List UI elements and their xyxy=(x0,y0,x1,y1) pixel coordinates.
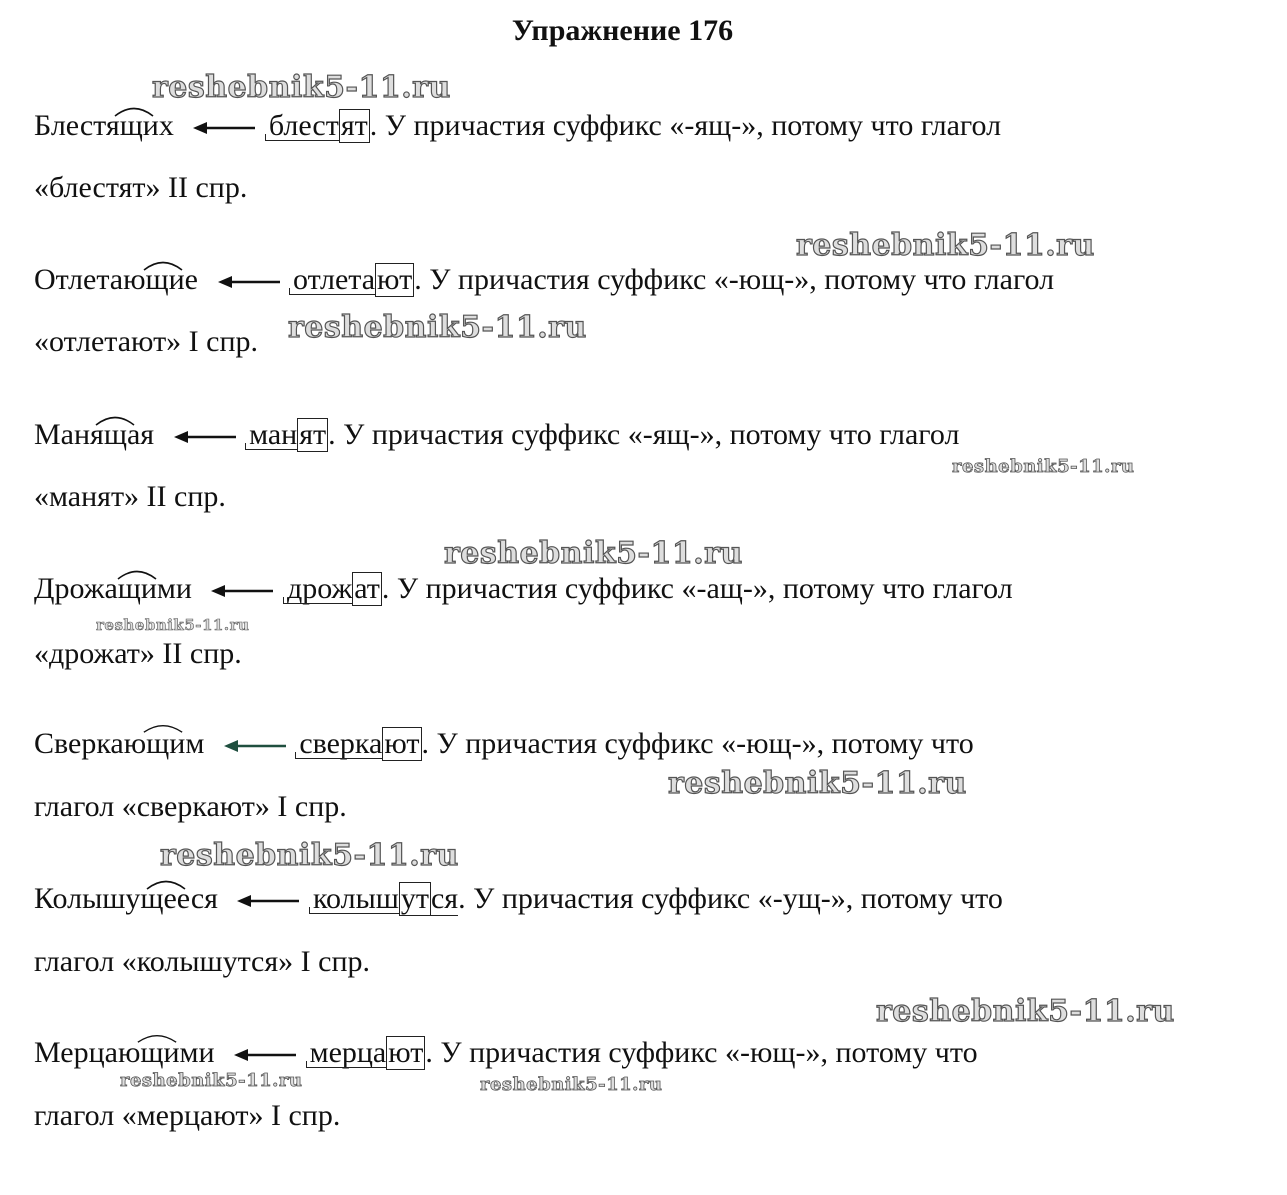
watermark: reshebnik5-11.ru xyxy=(288,310,587,345)
arrow-left-icon xyxy=(234,1048,296,1062)
explanation: . У причастия суффикс «-ащ-», потому что глагол xyxy=(381,572,1013,605)
participle: Мерцающими xyxy=(34,1036,215,1069)
verb-ending: ят xyxy=(299,418,327,451)
entry-5-line xyxy=(34,726,974,762)
verb-ending: ют xyxy=(388,1036,424,1069)
entry-5-continuation: глагол «сверкают» I спр. xyxy=(34,790,347,823)
entry-6-line xyxy=(34,881,1003,917)
verb-base: отлета xyxy=(293,263,376,296)
participle: Дрожащими xyxy=(34,572,192,605)
arrow-left-icon xyxy=(224,739,286,753)
participle: Блестящих xyxy=(34,109,174,142)
entry-1-line xyxy=(34,108,1001,144)
arrow-left-icon xyxy=(237,894,299,908)
entry-7-line xyxy=(34,1035,978,1071)
entry-2-continuation: «отлетают» I спр. xyxy=(34,325,259,358)
explanation: . У причастия суффикс «-ящ-», потому что глагол xyxy=(369,109,1002,142)
entry-3-line xyxy=(34,417,959,453)
participle: Отлетающие xyxy=(34,263,198,296)
watermark: reshebnik5-11.ru xyxy=(796,228,1095,263)
verb-base: колыш xyxy=(312,882,399,915)
verb-postfix: ся xyxy=(430,882,459,915)
entry-2-line xyxy=(34,262,1054,298)
watermark: reshebnik5-11.ru xyxy=(120,1070,303,1091)
verb-base: дрож xyxy=(286,572,353,605)
watermark: reshebnik5-11.ru xyxy=(480,1074,663,1095)
page-title: Упражнение 176 xyxy=(511,14,734,47)
explanation: . У причастия суффикс «-ющ-», потому что xyxy=(421,727,974,760)
verb-ending: ют xyxy=(377,263,413,296)
watermark: reshebnik5-11.ru xyxy=(668,766,967,801)
arrow-left-icon xyxy=(211,584,273,598)
verb-ending: ят xyxy=(340,109,368,142)
participle: Сверкающим xyxy=(34,727,205,760)
entry-6-continuation: глагол «колышутся» I спр. xyxy=(34,945,371,978)
entry-4-continuation: «дрожат» II спр. xyxy=(34,637,242,670)
entry-3-continuation: «манят» II спр. xyxy=(34,480,226,513)
verb-ending: ют xyxy=(384,727,420,760)
explanation: . У причастия суффикс «-ющ-», потому что xyxy=(425,1036,978,1069)
explanation: . У причастия суффикс «-ущ-», потому что xyxy=(458,882,1003,915)
verb-base: блест xyxy=(268,109,339,142)
entry-4-line xyxy=(34,571,1013,607)
watermark: reshebnik5-11.ru xyxy=(876,994,1175,1029)
watermark: reshebnik5-11.ru xyxy=(444,536,743,571)
entry-1-continuation: «блестят» II спр. xyxy=(34,171,248,204)
verb-base: ман xyxy=(249,418,298,451)
explanation: . У причастия суффикс «-ящ-», потому что глагол xyxy=(328,418,960,451)
verb-base: сверка xyxy=(299,727,383,760)
participle: Манящая xyxy=(34,418,155,451)
arrow-left-icon xyxy=(174,430,236,444)
verb-ending: ут xyxy=(400,882,429,915)
participle: Колышущееся xyxy=(34,882,218,915)
verb-base: мерца xyxy=(309,1036,387,1069)
watermark: reshebnik5-11.ru xyxy=(96,616,250,634)
verb-ending: ат xyxy=(354,572,380,605)
arrow-left-icon xyxy=(218,275,280,289)
watermark: reshebnik5-11.ru xyxy=(952,456,1135,477)
entry-7-continuation: глагол «мерцают» I спр. xyxy=(34,1099,341,1132)
arrow-left-icon xyxy=(193,121,255,135)
explanation: . У причастия суффикс «-ющ-», потому что глагол xyxy=(414,263,1055,296)
watermark: reshebnik5-11.ru xyxy=(160,838,459,873)
watermark: reshebnik5-11.ru xyxy=(152,70,451,105)
